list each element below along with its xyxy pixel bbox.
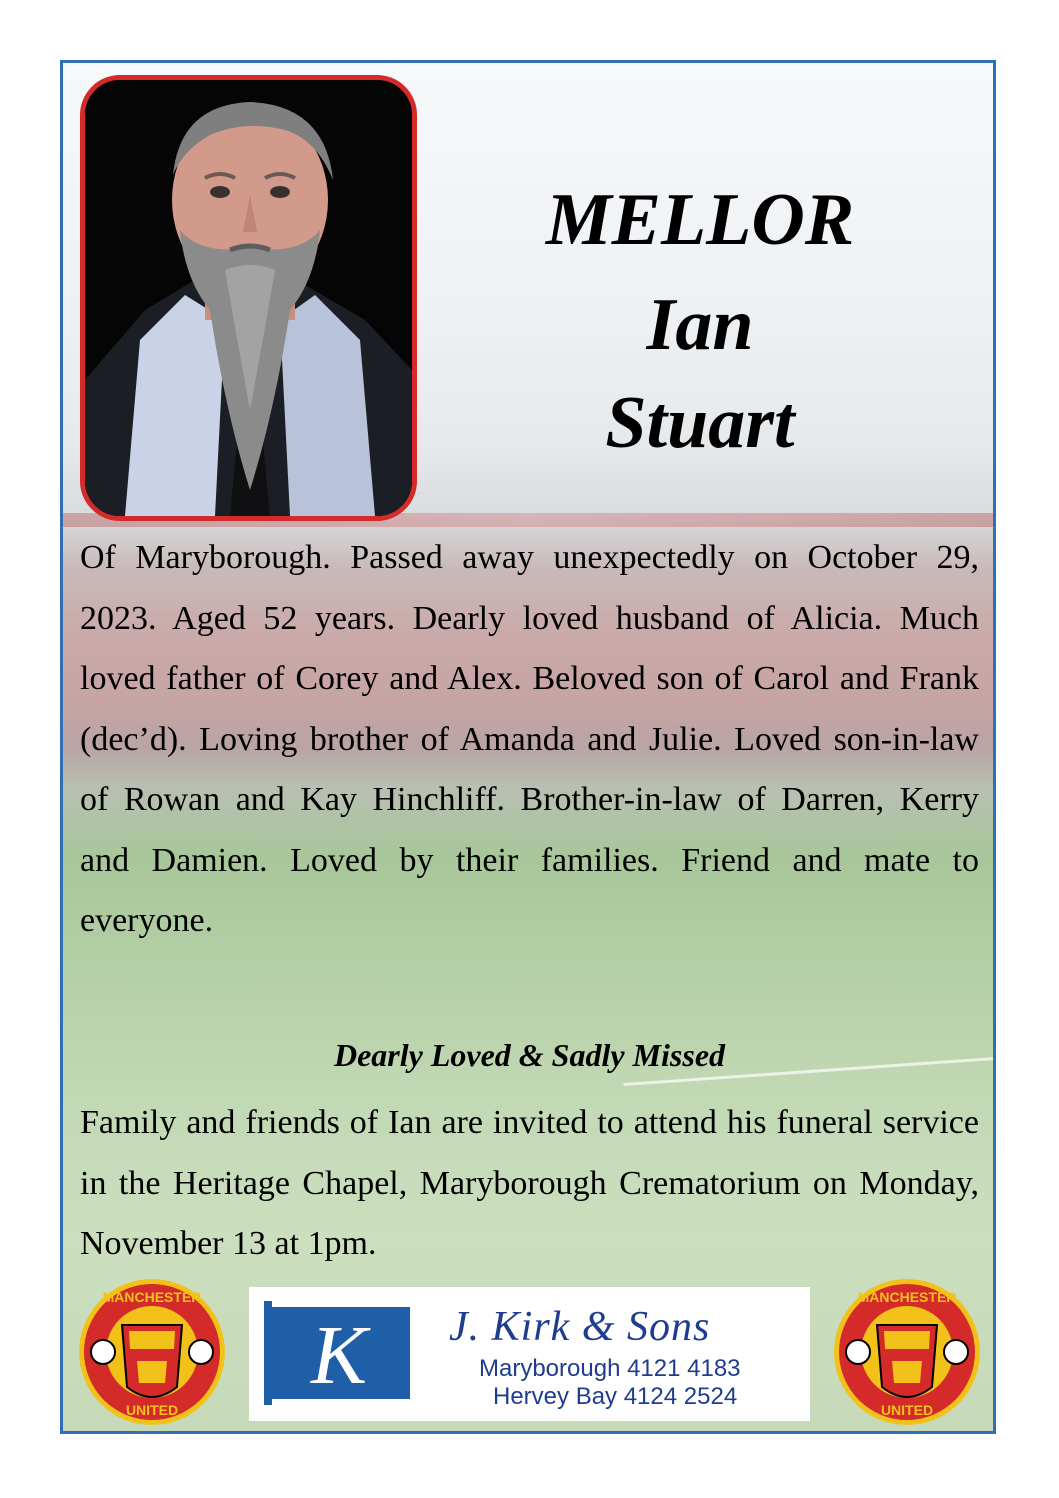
funeral-service-paragraph: Family and friends of Ian are invited to attend his funeral service in the Heritage Chapel, Maryborough Crematorium on Monday, November 13 at 1pm.	[80, 1104, 979, 1262]
manchester-united-crest-icon	[832, 1277, 982, 1427]
middle-name-heading: Stuart	[605, 382, 795, 464]
crest-top-text: MANCHESTER	[857, 1289, 957, 1305]
funeral-director-phone-maryborough: Maryborough 4121 4183	[479, 1355, 741, 1382]
crest-bottom-text: UNITED	[880, 1402, 934, 1418]
funeral-director-name: J. Kirk & Sons	[449, 1304, 711, 1350]
kirk-logo-letter: K	[310, 1309, 368, 1402]
funeral-director-phone-hervey-bay: Hervey Bay 4124 2524	[493, 1383, 738, 1410]
manchester-united-crest-icon	[77, 1277, 227, 1427]
given-name-heading: Ian	[646, 284, 754, 366]
notice-paragraph: Of Maryborough. Passed away unexpectedly on October 29, 2023. Aged 52 years. Dearly loved husband of Alicia. Much loved father of Corey and Alex. Beloved son of Carol and Frank (dec’d). Loving brother of Amanda and Julie. Loved son-in-law of Rowan and Kay Hinchliff. Brother-in-law of Darren, Kerry and Damien. Loved by their families. Friend and mate to everyone.	[80, 539, 979, 939]
surname-heading: MELLOR	[545, 179, 855, 261]
crest-top-text: MANCHESTER	[102, 1289, 202, 1305]
kirk-logo-icon	[264, 1301, 414, 1405]
portrait-photo	[80, 75, 417, 521]
notice-motto: Dearly Loved & Sadly Missed	[333, 1037, 726, 1073]
crest-bottom-text: UNITED	[125, 1402, 179, 1418]
funeral-director-box	[249, 1287, 810, 1421]
